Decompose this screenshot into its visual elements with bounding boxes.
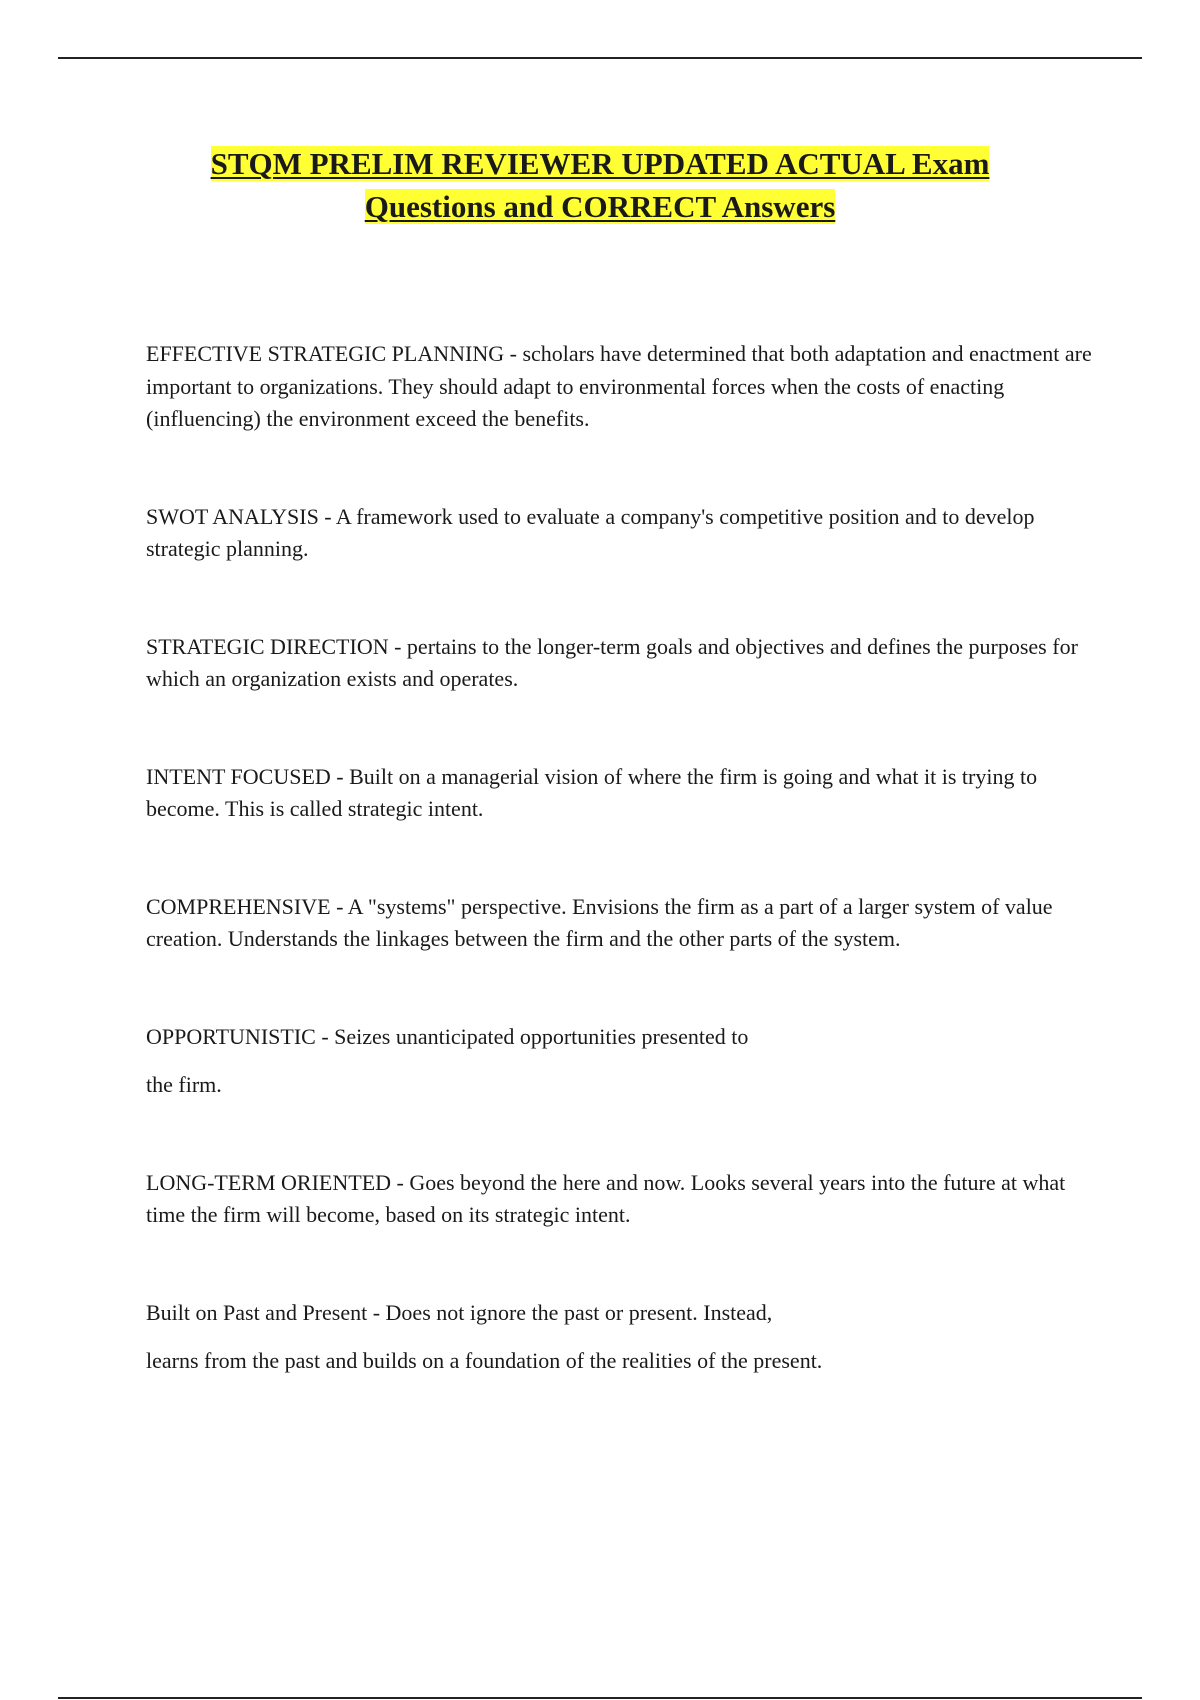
entry-comprehensive: COMPREHENSIVE - A "systems" perspective. Envisions the firm as a part of a larger system of value creation. Understands the linkages between the firm and the other parts of the system. <box>146 893 1053 951</box>
entry-built-on-past-line-2: learns from the past and builds on a foundation of the realities of the present. <box>146 1348 823 1373</box>
title-line-1: STQM PRELIM REVIEWER UPDATED ACTUAL Exam <box>210 146 990 181</box>
document-title <box>100 142 1100 228</box>
entry-built-on-past-line-1: Built on Past and Present - Does not ignore the past or present. Instead, <box>146 1299 773 1325</box>
entry-swot-analysis: SWOT ANALYSIS - A framework used to evaluate a company's competitive position and to develop strategic planning. <box>146 503 1035 561</box>
entry-built-on-past-and-present <box>146 1297 1096 1378</box>
entry-opportunistic-line-1: OPPORTUNISTIC - Seizes unanticipated opportunities presented to <box>146 1023 749 1049</box>
top-rule <box>58 57 1142 59</box>
entry-opportunistic <box>146 1021 1096 1102</box>
reviewer-entries <box>146 338 1096 1443</box>
entry-effective-strategic-planning: EFFECTIVE STRATEGIC PLANNING - scholars have determined that both adaptation and enactment are important to organizations. They should adapt to environmental forces when the costs of enacting (influencing) the environment exceed the benefits. <box>146 341 1092 431</box>
bottom-rule <box>58 1697 1142 1699</box>
entry-intent-focused: INTENT FOCUSED - Built on a managerial vision of where the firm is going and what it is trying to become. This is called strategic intent. <box>146 763 1038 821</box>
title-line-2: Questions and CORRECT Answers <box>364 189 836 224</box>
entry-long-term-oriented: LONG-TERM ORIENTED - Goes beyond the here and now. Looks several years into the future at what time the firm will become, based on its strategic intent. <box>146 1169 1066 1227</box>
entry-opportunistic-line-2: the firm. <box>146 1072 222 1097</box>
entry-strategic-direction: STRATEGIC DIRECTION - pertains to the longer-term goals and objectives and defines the purposes for which an organization exists and operates. <box>146 633 1078 691</box>
